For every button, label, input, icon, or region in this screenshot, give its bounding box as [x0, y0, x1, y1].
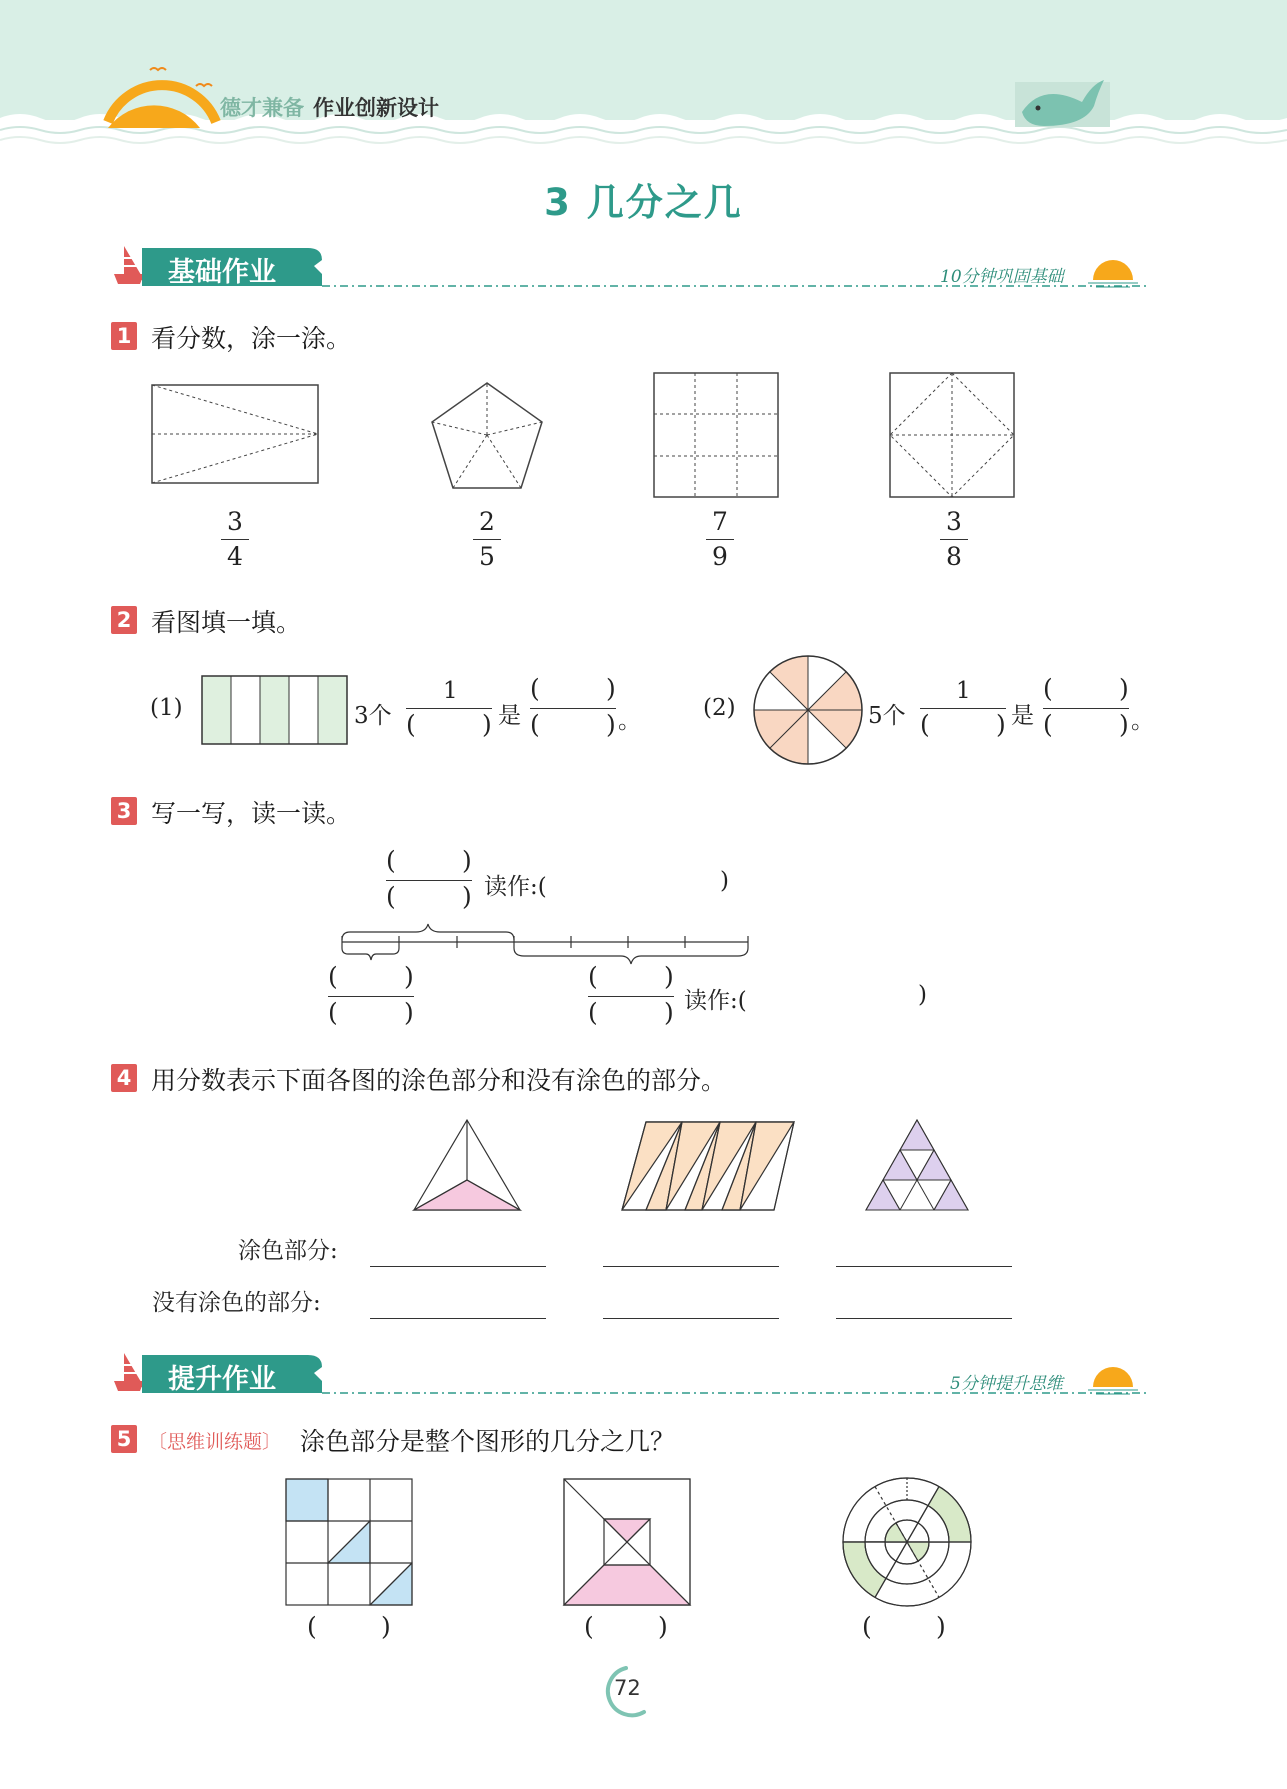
question-number-5: 5: [111, 1425, 137, 1453]
brand-subtitle: 作业创新设计: [313, 96, 439, 120]
fraction-bar: [328, 996, 414, 997]
q5-circle-figure: [843, 1478, 971, 1606]
question-text-2: 看图填一填。: [151, 608, 302, 637]
q2-part1-period: 。: [618, 708, 641, 734]
section-note-advanced: 5分钟提升思维: [950, 1374, 1063, 1394]
answer-blank-open[interactable]: (: [1043, 710, 1053, 739]
answer-blank-open[interactable]: (: [584, 1612, 594, 1641]
answer-line[interactable]: [836, 1318, 1012, 1319]
question-number-2: 2: [111, 606, 137, 634]
question-number-3: 3: [111, 797, 137, 825]
answer-blank-close[interactable]: ): [404, 962, 414, 991]
answer-blank-close[interactable]: ): [1119, 710, 1129, 739]
question-number-1: 1: [111, 322, 137, 350]
fraction-label: 7 9: [700, 506, 740, 573]
answer-blank-open[interactable]: (: [386, 882, 396, 911]
answer-blank-close[interactable]: ): [936, 1612, 946, 1641]
fraction-label: 2 5: [467, 506, 507, 573]
answer-line[interactable]: [370, 1318, 546, 1319]
section-note-basic: 10分钟巩固基础: [940, 267, 1064, 287]
answer-blank-close[interactable]: ): [658, 1612, 668, 1641]
answer-line[interactable]: [603, 1266, 779, 1267]
answer-blank-open[interactable]: (: [530, 674, 540, 703]
question-text-1: 看分数，涂一涂。: [151, 324, 352, 353]
answer-blank-open[interactable]: (: [588, 962, 598, 991]
answer-blank-open[interactable]: (: [406, 710, 416, 739]
fraction-label: 3 4: [215, 506, 255, 573]
q5-square-figure: [564, 1479, 690, 1605]
answer-blank-open[interactable]: (: [530, 710, 540, 739]
q5-figures: [282, 1475, 982, 1609]
answer-blank-close[interactable]: ): [996, 710, 1006, 739]
answer-blank-open[interactable]: (: [588, 998, 598, 1027]
fraction-bar: [1043, 708, 1129, 709]
answer-blank-open[interactable]: (: [307, 1612, 317, 1641]
question-number-4: 4: [111, 1064, 137, 1092]
sailboat-icon: [114, 246, 144, 284]
fraction-bar: [386, 880, 472, 881]
answer-blank-open[interactable]: (: [920, 710, 930, 739]
sunset-icon: [1088, 1367, 1138, 1394]
read-as-label: 读作:(: [684, 988, 747, 1014]
question-text-3: 写一写，读一读。: [151, 799, 352, 828]
q2-part1-is: 是: [498, 703, 521, 729]
q4-figures: [410, 1114, 980, 1214]
answer-blank-open[interactable]: (: [862, 1612, 872, 1641]
question-tag: 〔思维训练题〕: [148, 1431, 282, 1453]
answer-blank-close[interactable]: ): [462, 882, 472, 911]
header-band: [0, 0, 1287, 150]
q3-number-line-figure: [336, 920, 756, 970]
unshaded-label: 没有涂色的部分:: [152, 1290, 321, 1316]
answer-blank-close[interactable]: ): [462, 846, 472, 875]
q4-triangle-grid-figure: [866, 1120, 968, 1210]
answer-blank-close[interactable]: ): [918, 982, 927, 1008]
question-text-4: 用分数表示下面各图的涂色部分和没有涂色的部分。: [151, 1066, 727, 1095]
section-label-basic: 基础作业: [168, 257, 276, 288]
question-text-5: 涂色部分是整个图形的几分之几？: [300, 1427, 676, 1456]
q5-grid-figure: [286, 1479, 412, 1605]
q1-pentagon-figure: [432, 383, 542, 488]
answer-blank-close[interactable]: ): [1119, 674, 1129, 703]
q4-triangle-figure: [414, 1120, 520, 1210]
q2-part1-count: 3个: [354, 703, 392, 729]
sailboat-icon: [114, 1353, 144, 1391]
fraction-bar: [530, 708, 616, 709]
answer-blank-close[interactable]: ): [381, 1612, 391, 1641]
answer-blank-close[interactable]: ): [720, 868, 729, 894]
fraction-label: 3 8: [934, 506, 974, 573]
answer-line[interactable]: [836, 1266, 1012, 1267]
read-as-label: 读作:(: [484, 874, 547, 900]
brand-name: 德才兼备: [220, 96, 304, 120]
answer-blank-close[interactable]: ): [664, 998, 674, 1027]
q1-rectangle-figure: [152, 385, 318, 483]
answer-blank-close[interactable]: ): [606, 674, 616, 703]
answer-blank-close[interactable]: ): [664, 962, 674, 991]
fraction-bar: [588, 996, 674, 997]
q2-part1-label: (1): [150, 695, 183, 721]
section-label-advanced: 提升作业: [168, 1364, 276, 1395]
answer-blank-open[interactable]: (: [1043, 674, 1053, 703]
shaded-label: 涂色部分:: [238, 1238, 338, 1264]
answer-blank-open[interactable]: (: [328, 998, 338, 1027]
answer-line[interactable]: [370, 1266, 546, 1267]
answer-line[interactable]: [603, 1318, 779, 1319]
whale-icon: [1015, 80, 1110, 127]
page-number: 72: [614, 1676, 641, 1700]
q2-part2-numerator: 1: [956, 678, 971, 704]
answer-blank-open[interactable]: (: [386, 846, 396, 875]
fraction-bar: [406, 708, 492, 709]
fraction-bar: [920, 708, 1006, 709]
q2-strip-figure: [200, 674, 350, 746]
answer-blank-close[interactable]: ): [404, 998, 414, 1027]
q2-part2-count: 5个: [868, 703, 906, 729]
q2-part2-is: 是: [1011, 703, 1034, 729]
q4-parallelogram-figure: [622, 1122, 794, 1210]
q1-figures: [140, 365, 1040, 505]
sunset-icon: [1088, 260, 1138, 287]
answer-blank-close[interactable]: ): [482, 710, 492, 739]
q2-circle-figure: [752, 654, 864, 766]
answer-blank-open[interactable]: (: [328, 962, 338, 991]
q1-square-8-figure: [890, 373, 1014, 497]
answer-blank-close[interactable]: ): [606, 710, 616, 739]
q2-part2-period: 。: [1131, 708, 1154, 734]
q2-part1-numerator: 1: [443, 678, 458, 704]
q2-part2-label: (2): [703, 695, 736, 721]
page-title: 3 几分之几: [544, 181, 743, 224]
q1-square-9-figure: [654, 373, 778, 497]
